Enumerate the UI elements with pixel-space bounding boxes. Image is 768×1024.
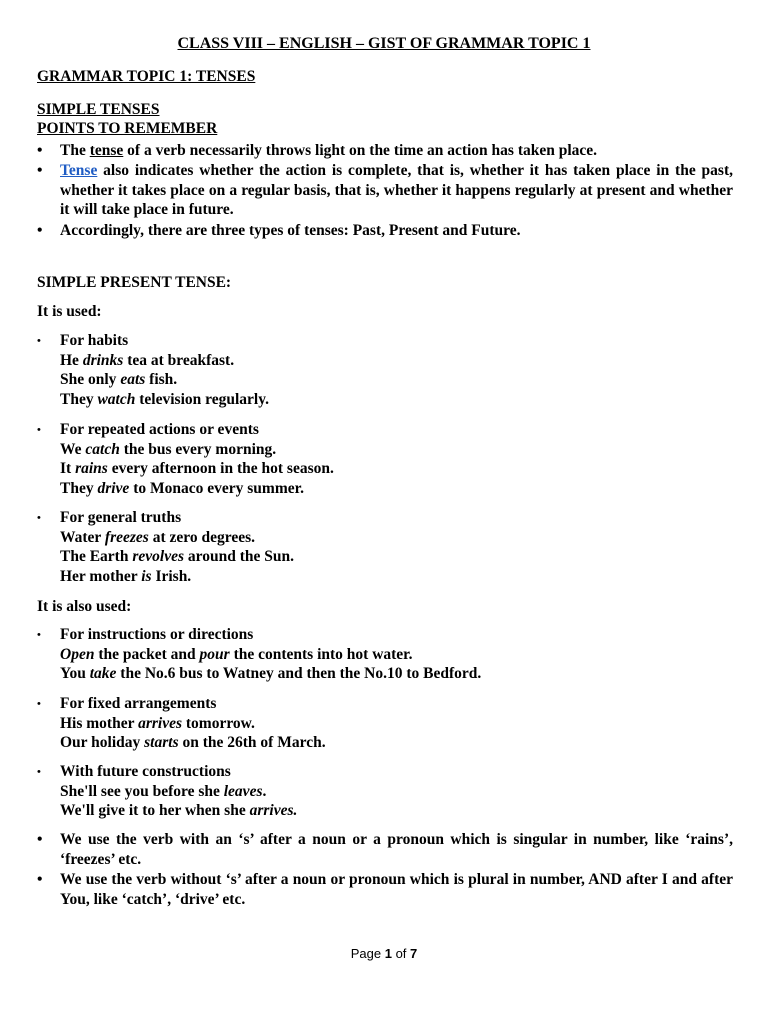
point-item: • Accordingly, there are three types of tenses: Past, Present and Future. [37,222,521,239]
bullet-icon: • [37,162,43,179]
it-is-used-label: It is used: [37,303,102,320]
usage-label: For habits [60,332,129,349]
example-sentence: It rains every afternoon in the hot season. [60,460,334,478]
example-sentence: They watch television regularly. [60,390,269,408]
example-sentence: He drinks tea at breakfast. [60,351,235,369]
rule-item: • We use the verb without ‘s’ after a noun or pronoun which is plural in number, AND after I and after You, like ‘catch’, ‘drive’ etc. [37,871,733,908]
example-sentence: She'll see you before she leaves. [60,782,267,800]
usage-label: For instructions or directions [60,626,254,643]
point-item: • Tense also indicates whether the action is complete, that is, whether it has taken place in the past, whether it takes place on a regular basis, that is, whether it happens regularly at present and whether it will take place in future. [37,162,733,219]
of-label: of [395,946,407,961]
point-item: • The tense of a verb necessarily throws light on the time an action has taken place. [37,142,598,159]
example-sentence: Our holiday starts on the 26th of March. [60,734,326,752]
simple-present-heading: SIMPLE PRESENT TENSE: [37,274,232,291]
example-sentence: Water freezes at zero degrees. [60,528,255,546]
bullet-icon: • [37,222,43,239]
bullet-icon: • [37,766,41,778]
example-sentence: We catch the bus every morning. [60,440,277,458]
example-sentence: Open the packet and pour the contents into hot water. [60,645,413,663]
example-sentence: The Earth revolves around the Sun. [60,548,294,566]
bullet-icon: • [37,629,41,641]
usage-item-habits [37,331,733,409]
points-to-remember-heading: POINTS TO REMEMBER [37,120,218,137]
usage-label: With future constructions [60,763,231,780]
example-sentence: They drive to Monaco every summer. [60,479,304,497]
bullet-icon: • [37,698,41,710]
example-sentence: She only eats fish. [60,371,178,389]
page-total: 7 [410,946,418,961]
example-sentence: His mother arrives tomorrow. [60,714,255,732]
tense-link[interactable]: Tense [60,162,98,179]
bullet-icon: • [37,335,41,347]
example-sentence: We'll give it to her when she arrives. [60,802,298,820]
page-title: CLASS VIII – ENGLISH – GIST OF GRAMMAR TOPIC 1 [177,35,591,52]
usage-item-repeated [37,420,733,498]
page-number: 1 [384,946,392,961]
usage-label: For fixed arrangements [60,695,217,712]
usage-item-truths [37,508,733,586]
bullet-icon: • [37,512,41,524]
page-footer [0,944,768,964]
bullet-icon: • [37,424,41,436]
bullet-icon: • [37,142,43,159]
bullet-icon: • [37,831,43,848]
tense-term: tense [89,142,124,159]
usage-item-instructions [37,625,733,684]
page-label: Page [350,946,382,961]
simple-tenses-heading: SIMPLE TENSES [37,101,160,118]
bullet-icon: • [37,871,43,888]
rule-item: • We use the verb with an ‘s’ after a noun or a pronoun which is singular in number, like ‘rains’, ‘freezes’ etc. [37,831,733,868]
usage-item-future [37,762,733,821]
usage-label: For repeated actions or events [60,421,259,438]
usage-item-fixed [37,694,733,753]
example-sentence: You take the No.6 bus to Watney and then the No.10 to Bedford. [60,665,482,683]
topic-heading: GRAMMAR TOPIC 1: TENSES [37,68,256,85]
usage-label: For general truths [60,509,182,526]
it-is-also-used-label: It is also used: [37,598,132,615]
example-sentence: Her mother is Irish. [60,567,192,585]
